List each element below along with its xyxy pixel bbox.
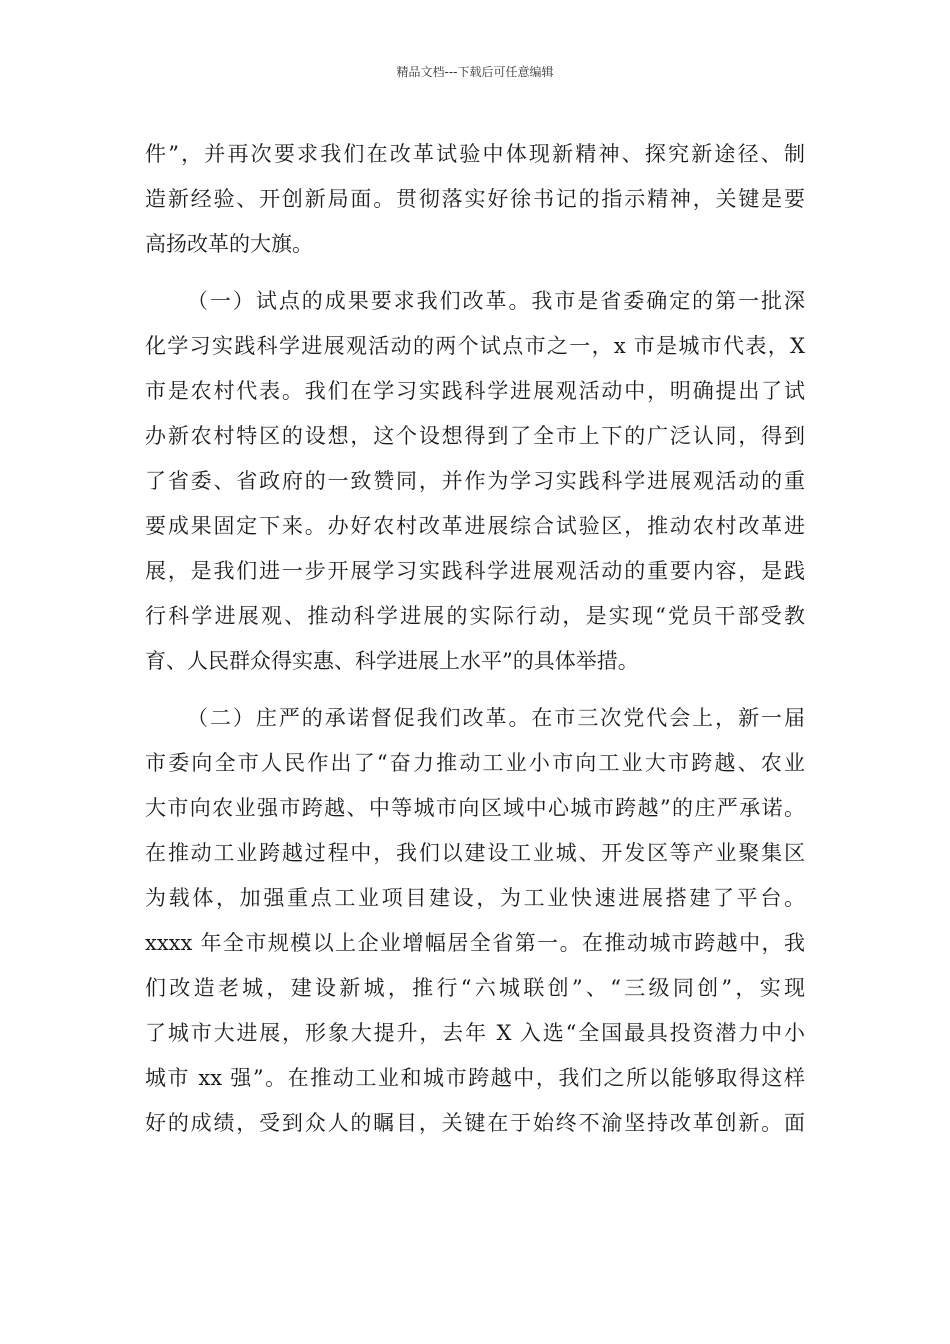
paragraph-3-line-1: （二）庄严的承诺督促我们改革。在市三次党代会上，新一届	[187, 706, 805, 730]
paragraph-1-line-2: 造新经验、开创新局面。贯彻落实好徐书记的指示精神，关键是要	[145, 187, 805, 211]
paragraph-3-line-6: xxxx 年全市规模以上企业增幅居全省第一。在推动城市跨越中，我	[145, 931, 805, 955]
paragraph-1-line-1: 件”，并再次要求我们在改革试验中体现新精神、探究新途径、制	[145, 142, 805, 166]
page-header: 精品文档---下载后可任意编辑	[396, 65, 554, 79]
paragraph-2-line-9: 育、人民群众得实惠、科学进展上水平”的具体举措。	[145, 649, 639, 673]
document-body	[145, 132, 805, 1146]
paragraph-2-line-1: （一）试点的成果要求我们改革。我市是省委确定的第一批深	[187, 289, 805, 313]
paragraph-2-line-2: 化学习实践科学进展观活动的两个试点市之一，x 市是城市代表，X	[145, 334, 805, 358]
paragraph-3-line-5: 为载体，加强重点工业项目建设，为工业快速进展搭建了平台。	[145, 886, 805, 910]
paragraph-3-line-10: 好的成绩，受到众人的瞩目，关键在于始终不渝坚持改革创新。面	[145, 1111, 805, 1135]
paragraph-3-line-9: 城市 xx 强”。在推动工业和城市跨越中，我们之所以能够取得这样	[145, 1066, 805, 1090]
paragraph-3-line-8: 了城市大进展，形象大提升，去年 X 入选“全国最具投资潜力中小	[145, 1021, 805, 1045]
paragraph-3-line-3: 大市向农业强市跨越、中等城市向区域中心城市跨越”的庄严承诺。	[145, 796, 805, 820]
paragraph-2-line-8: 行科学进展观、推动科学进展的实际行动，是实现“党员干部受教	[145, 604, 805, 628]
paragraph-1-line-3: 高扬改革的大旗。	[145, 232, 313, 256]
paragraph-2-line-7: 展，是我们进一步开展学习实践科学进展观活动的重要内容，是践	[145, 559, 805, 583]
paragraph-3-line-2: 市委向全市人民作出了“奋力推动工业小市向工业大市跨越、农业	[145, 751, 805, 775]
paragraph-3-line-7: 们改造老城，建设新城，推行“六城联创”、“三级同创”，实现	[145, 976, 805, 1000]
paragraph-2-line-3: 市是农村代表。我们在学习实践科学进展观活动中，明确提出了试	[145, 379, 805, 403]
paragraph-2-line-6: 要成果固定下来。办好农村改革进展综合试验区，推动农村改革进	[145, 514, 805, 538]
paragraph-2-line-4: 办新农村特区的设想，这个设想得到了全市上下的广泛认同，得到	[145, 424, 805, 448]
paragraph-2-line-5: 了省委、省政府的一致赞同，并作为学习实践科学进展观活动的重	[145, 469, 805, 493]
paragraph-3-line-4: 在推动工业跨越过程中，我们以建设工业城、开发区等产业聚集区	[145, 841, 805, 865]
